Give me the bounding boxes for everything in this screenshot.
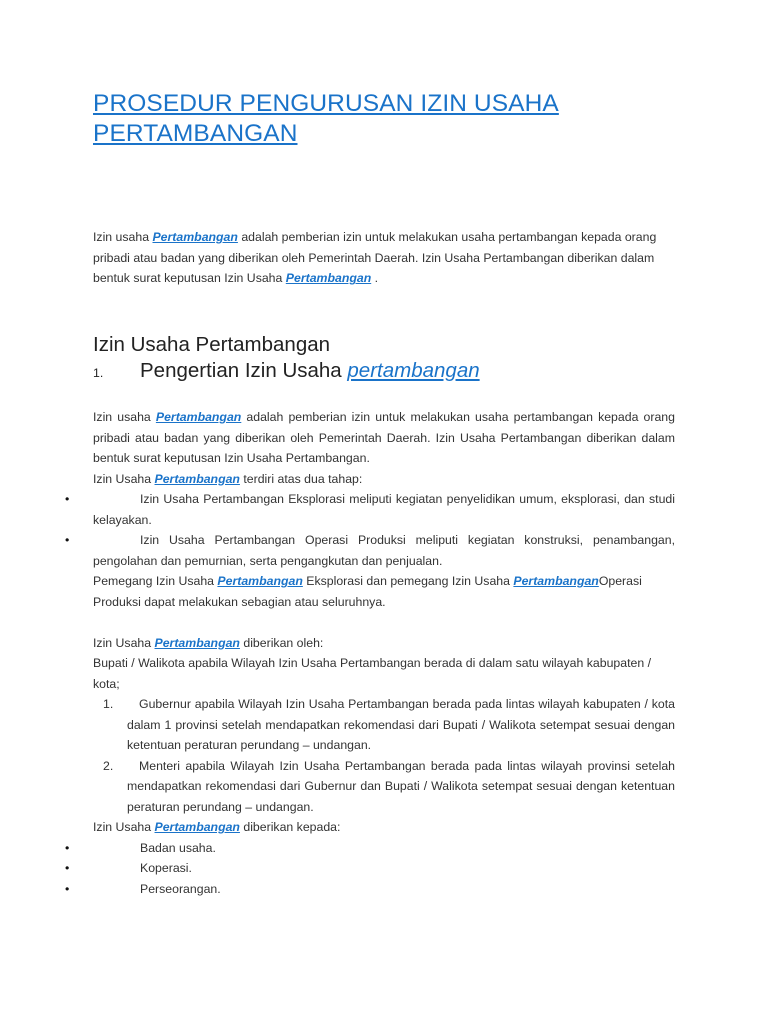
given-to-intro: [93, 817, 675, 838]
stages-intro: [93, 469, 675, 490]
pertambangan-link[interactable]: Pertambangan: [513, 574, 599, 588]
list-item-text: Izin Usaha Pertambangan Operasi Produksi meliputi kegiatan konstruksi, penambangan, pengolahan dan pemurnian, serta pengangkutan dan penjualan.: [93, 533, 675, 568]
holder-text-post: Operasi Produksi dapat melakukan sebagian atau seluruhnya.: [93, 574, 642, 609]
numbered-item: [93, 756, 675, 818]
definition-text-pre: Izin usaha: [93, 410, 156, 424]
numbered-item: [93, 694, 675, 756]
intro-paragraph: [93, 227, 675, 289]
stages-text-pre: Izin Usaha: [93, 471, 155, 486]
bullet-icon: •: [65, 533, 70, 547]
numbered-item-text: Menteri apabila Wilayah Izin Usaha Pertambangan berada pada lintas wilayah provinsi setelah mendapatkan rekomendasi dari Gubernur dan Bupati / Walikota setempat sesuai dengan ketentuan peraturan perundang – undangan.: [127, 758, 675, 814]
pertambangan-link[interactable]: Pertambangan: [154, 635, 240, 650]
section-heading: Izin Usaha Pertambangan: [93, 333, 331, 356]
bullet-icon: •: [65, 861, 70, 875]
pertambangan-link[interactable]: pertambangan: [347, 359, 480, 382]
item-number: 1.: [103, 697, 114, 711]
given-by-text-pre: Izin Usaha: [93, 635, 155, 650]
pertambangan-link[interactable]: Pertambangan: [155, 410, 242, 424]
holder-text-pre: Pemegang Izin Usaha: [93, 574, 218, 588]
pertambangan-link[interactable]: Pertambangan: [217, 574, 303, 588]
given-to-text-pre: Izin Usaha: [93, 820, 155, 834]
given-to-text-post: diberikan kepada:: [239, 820, 341, 834]
intro-text-pre: Izin usaha: [93, 230, 153, 245]
bullet-icon: •: [65, 840, 70, 855]
pertambangan-link[interactable]: Pertambangan: [154, 820, 240, 834]
bullet-icon: •: [65, 881, 70, 896]
list-item: [65, 879, 675, 900]
stages-text-post: terdiri atas dua tahap:: [239, 471, 363, 486]
list-item-text: Koperasi.: [140, 861, 192, 875]
list-item-text: Izin Usaha Pertambangan Eksplorasi meliputi kegiatan penyelidikan umum, eksplorasi, dan studi kelayakan.: [93, 492, 675, 527]
list-item: [65, 530, 675, 571]
definition-paragraph: [93, 407, 675, 469]
subheading-number: 1.: [93, 366, 104, 380]
given-by-first: Bupati / Walikota apabila Wilayah Izin Usaha Pertambangan berada di dalam satu wilayah kabupaten / kota;: [93, 656, 652, 691]
pertambangan-link[interactable]: Pertambangan: [154, 471, 240, 486]
article-body: [65, 407, 675, 899]
holder-text-mid: Eksplorasi dan pemegang Izin Usaha: [302, 574, 514, 588]
list-item: [65, 858, 675, 879]
pertambangan-link[interactable]: Pertambangan: [152, 230, 238, 245]
given-by-text-post: diberikan oleh:: [239, 635, 324, 650]
list-item: [65, 489, 675, 530]
pertambangan-link[interactable]: Pertambangan: [285, 271, 372, 286]
subheading-text: Pengertian Izin Usaha: [140, 359, 348, 382]
intro-text-mid: adalah pemberian izin untuk melakukan usaha pertambangan kepada orang pribadi atau badan yang diberikan oleh Pemerintah Daerah. Izin Usaha Pertambangan diberikan dalam bentuk surat keputusan Izin Usaha: [93, 230, 657, 286]
bullet-icon: •: [65, 492, 70, 506]
holder-paragraph: [93, 571, 675, 612]
page-title[interactable]: PROSEDUR PENGURUSAN IZIN USAHA PERTAMBANGAN: [93, 90, 559, 147]
list-item-text: Perseorangan.: [140, 881, 221, 896]
numbered-item-text: Gubernur apabila Wilayah Izin Usaha Pertambangan berada pada lintas wilayah kabupaten / kota dalam 1 provinsi setelah mendapatkan rekomendasi dari Bupati / Walikota setempat sesuai dengan ketentuan peraturan perundang – undangan.: [127, 697, 675, 752]
given-by-intro: [93, 633, 675, 654]
intro-text-post: .: [371, 271, 379, 286]
definition-text-post: adalah pemberian izin untuk melakukan usaha pertambangan kepada orang pribadi atau badan yang diberikan oleh Pemerintah Daerah. Izin Usaha Pertambangan diberikan dalam bentuk surat keputusan Izin Usaha Pertambangan.: [93, 410, 675, 465]
subheading: [93, 359, 693, 383]
list-item: [65, 838, 675, 859]
list-item-text: Badan usaha.: [140, 840, 216, 855]
spacer: [93, 612, 675, 633]
item-number: 2.: [103, 758, 114, 773]
